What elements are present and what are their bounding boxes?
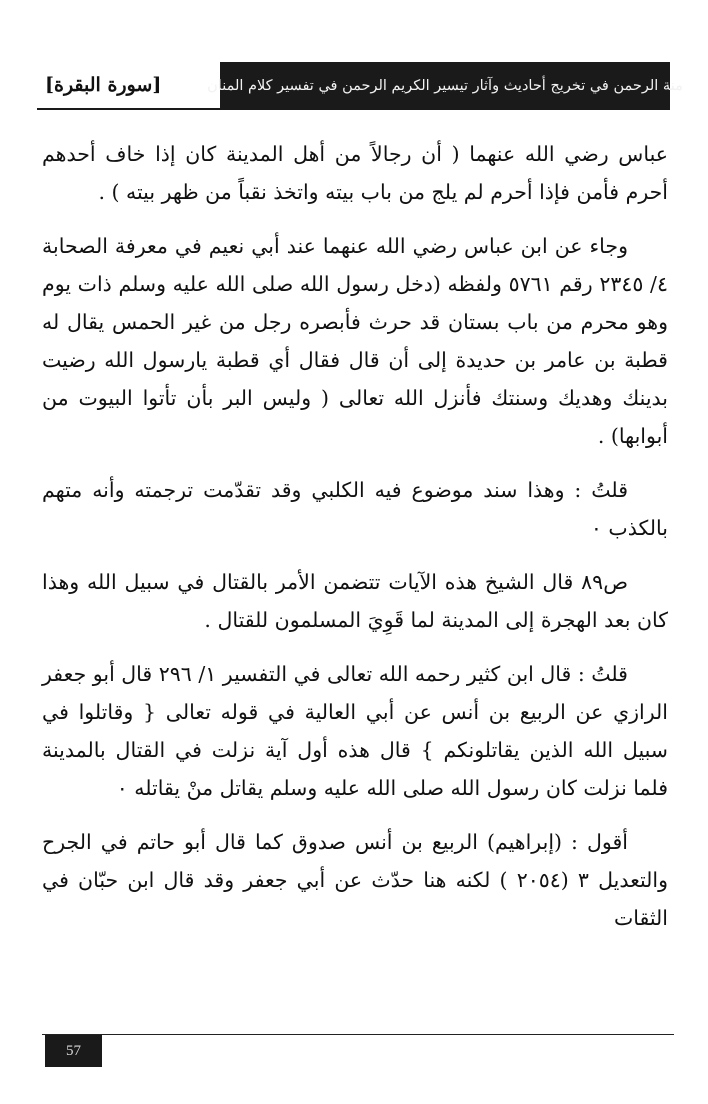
page-body bbox=[42, 135, 668, 937]
book-title-banner bbox=[207, 62, 683, 110]
paragraph: أقول : (إبراهيم) الربيع بن أنس صدوق كما قال أبو حاتم في الجرح والتعديل ٣ (٢٠٥٤ ) لكنه هنا حدّث عن أبي جعفر وقد قال ابن حبّان في الثقات bbox=[42, 830, 668, 930]
paragraph: قلتُ : وهذا سند موضوع فيه الكلبي وقد تقدّمت ترجمته وأنه متهم بالكذب ٠ bbox=[42, 478, 668, 540]
page-header bbox=[37, 62, 683, 110]
footer-rule bbox=[42, 1034, 674, 1035]
page-number: 57 bbox=[66, 1042, 81, 1059]
header-underline bbox=[37, 108, 227, 110]
book-title: منة الرحمن في تخريج أحاديث وآثار تيسير الكريم الرحمن في تفسير كلام المنان bbox=[207, 78, 683, 94]
paragraph: قلتُ : قال ابن كثير رحمه الله تعالى في التفسير ١/ ٢٩٦ قال أبو جعفر الرازي عن الربيع بن أنس عن أبي العالية في قوله تعالى { وقاتلوا في سبيل الله الذين يقاتلونكم } قال هذه أول آية نزلت في القتال بالمدينة فلما نزلت كان رسول الله صلى الله عليه وسلم يقاتل منْ يقاتله ٠ bbox=[42, 662, 668, 800]
paragraph: عباس رضي الله عنهما ( أن رجالاً من أهل المدينة كان إذا خاف أحدهم أحرم فأمن فإذا أحرم لم يلج من باب بيته واتخذ نقباً من ظهر بيته ) . bbox=[42, 142, 668, 204]
paragraph: ص٨٩ قال الشيخ هذه الآيات تتضمن الأمر بالقتال في سبيل الله وهذا كان بعد الهجرة إلى المدينة لما قَوِيَ المسلمون للقتال . bbox=[42, 570, 668, 632]
paragraph: وجاء عن ابن عباس رضي الله عنهما عند أبي نعيم في معرفة الصحابة ٤/ ٢٣٤٥ رقم ٥٧٦١ ولفظه (دخل رسول الله صلى الله عليه وسلم ذات يوم وهو محرم من باب بستان قد حرث فأبصره رجل من غير الحمس يقال له قطبة بن عامر بن حديدة إلى أن قال فقال أي قطبة يارسول الله رضيت بدينك وهديك وسنتك فأنزل الله تعالى ( وليس البر بأن تأتوا البيوت من أبوابها) . bbox=[42, 234, 668, 448]
page-number-box bbox=[45, 1035, 102, 1067]
surah-label: [سورة البقرة] bbox=[45, 74, 162, 96]
